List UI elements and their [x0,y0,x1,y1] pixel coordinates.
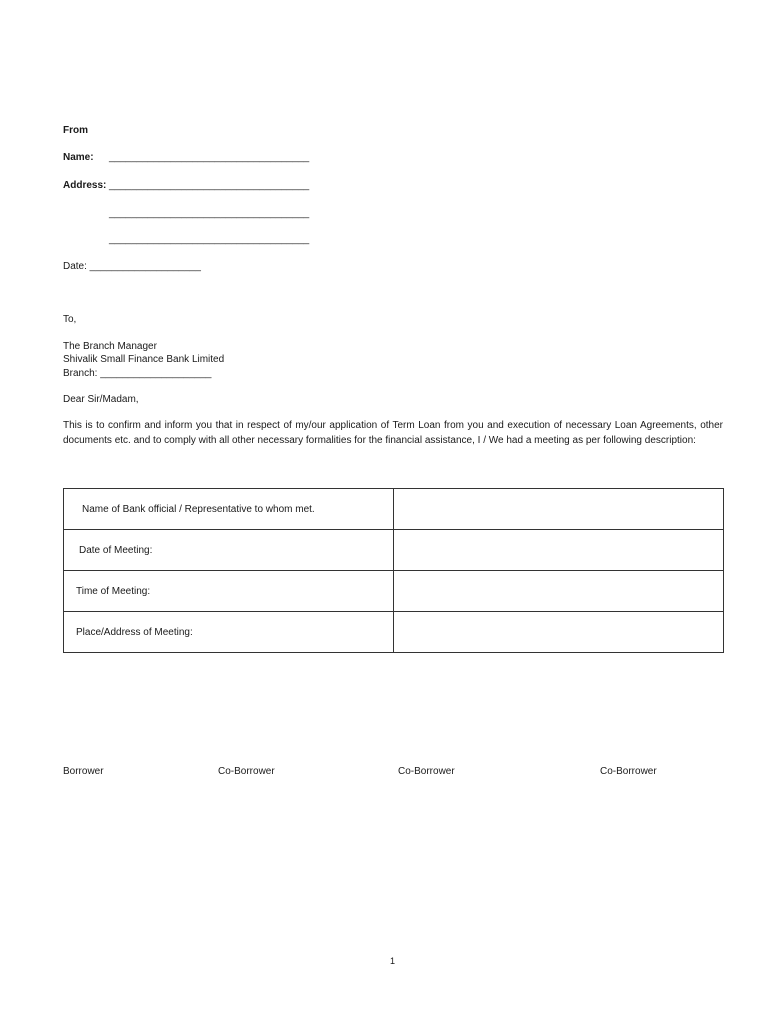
address-label: Address: [63,180,107,191]
row-value-place[interactable] [394,612,724,653]
body-paragraph: This is to confirm and inform you that in respect of my/our application of Term Loan from you and execution of necessary Loan Agreements, other documents etc. and to comply with all other necessary formalities for the financial assistance, I / We had a meeting as per following description: [63,420,723,446]
signature-co-borrower-3: Co-Borrower [600,766,657,777]
meeting-details-table [63,488,724,653]
row-label-bank-official: Name of Bank official / Representative to whom met. [64,489,394,530]
row-label-place: Place/Address of Meeting: [64,612,394,653]
signature-co-borrower-2: Co-Borrower [398,766,455,777]
row-value-bank-official[interactable] [394,489,724,530]
table-row [64,530,724,571]
from-label: From [63,125,88,136]
salutation: Dear Sir/Madam, [63,394,139,405]
address-field-line-3[interactable]: ____________________________________ [109,234,310,245]
row-value-date[interactable] [394,530,724,571]
table-row [64,571,724,612]
table-row [64,489,724,530]
page-number: 1 [390,956,396,966]
signature-co-borrower-1: Co-Borrower [218,766,275,777]
name-field-line[interactable]: ____________________________________ [109,152,310,163]
row-label-date: Date of Meeting: [64,530,394,571]
branch-field[interactable]: Branch: ____________________ [63,368,212,379]
signature-borrower: Borrower [63,766,104,777]
row-value-time[interactable] [394,571,724,612]
to-label: To, [63,314,77,325]
recipient-bank: Shivalik Small Finance Bank Limited [63,354,225,365]
row-label-time: Time of Meeting: [64,571,394,612]
date-field[interactable]: Date: ____________________ [63,261,201,272]
address-field-line-1[interactable]: ____________________________________ [109,180,310,191]
address-field-line-2[interactable]: ____________________________________ [109,208,310,219]
table-row [64,612,724,653]
recipient-title: The Branch Manager [63,341,157,352]
name-label: Name: [63,152,94,163]
